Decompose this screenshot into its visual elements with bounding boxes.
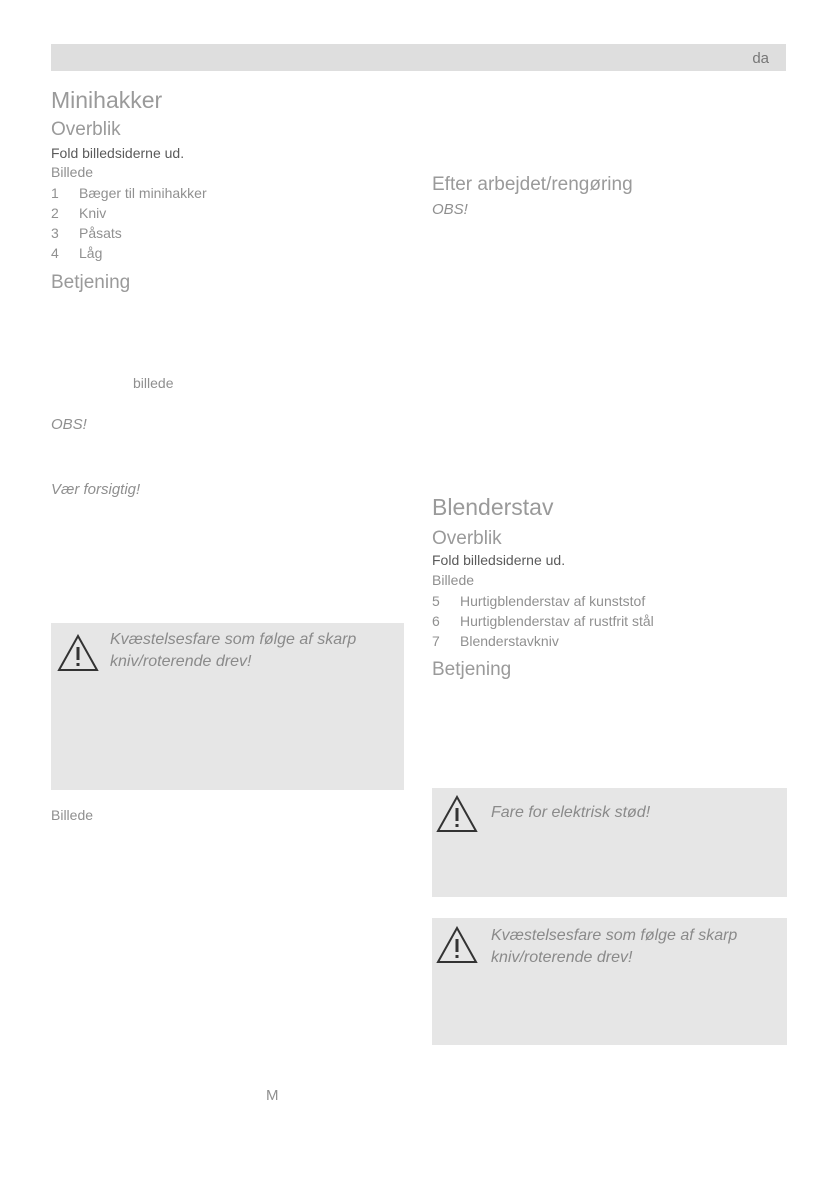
figure-label-right: Billede bbox=[432, 572, 475, 588]
list-item: 7 Blenderstavkniv bbox=[432, 633, 559, 649]
caution-note: Vær forsigtig! bbox=[51, 481, 141, 498]
overview-heading: Overblik bbox=[51, 119, 121, 140]
figure-label: Billede bbox=[51, 164, 94, 180]
list-item: 6 Hurtigblenderstav af rustfrit stål bbox=[432, 613, 654, 629]
section-title-minihakker: Minihakker bbox=[51, 87, 163, 113]
fold-note: Fold billedsiderne ud. bbox=[51, 145, 185, 161]
minihakker-parts-list bbox=[51, 183, 207, 263]
list-item: 4 Låg bbox=[51, 245, 103, 261]
list-item: 2 Kniv bbox=[51, 205, 107, 221]
footer-letter: M bbox=[266, 1087, 279, 1104]
list-item: 1 Bæger til minihakker bbox=[51, 185, 207, 201]
warning-title: Kvæstelsesfare som følge af skarp kniv/roterende drev! bbox=[491, 927, 738, 966]
header-bar bbox=[51, 44, 786, 71]
fold-note-right: Fold billedsiderne ud. bbox=[432, 552, 566, 568]
list-item: 3 Påsats bbox=[51, 225, 122, 241]
warning-triangle-icon bbox=[436, 795, 478, 838]
language-code: da bbox=[752, 50, 769, 67]
warning-box-knife bbox=[51, 623, 404, 790]
figure-label-2: Billede bbox=[51, 807, 94, 823]
after-work-heading: Efter arbejdet/rengøring bbox=[432, 174, 633, 195]
figure-reference: billede bbox=[133, 375, 174, 391]
warning-box-knife-right bbox=[432, 918, 787, 1045]
warning-triangle-icon bbox=[436, 926, 478, 969]
warning-triangle-icon bbox=[57, 634, 99, 677]
warning-box-electric bbox=[432, 788, 787, 897]
blenderstav-parts-list bbox=[432, 591, 654, 651]
overview-heading-right: Overblik bbox=[432, 528, 502, 549]
operation-heading: Betjening bbox=[51, 272, 131, 293]
warning-title: Fare for elektrisk stød! bbox=[491, 804, 651, 821]
list-item: 5 Hurtigblenderstav af kunststof bbox=[432, 593, 646, 609]
obs-note-right: OBS! bbox=[432, 201, 468, 218]
warning-title: Kvæstelsesfare som følge af skarp kniv/roterende drev! bbox=[110, 631, 357, 670]
operation-heading-right: Betjening bbox=[432, 659, 512, 680]
obs-note: OBS! bbox=[51, 416, 87, 433]
section-title-blenderstav: Blenderstav bbox=[432, 494, 554, 520]
